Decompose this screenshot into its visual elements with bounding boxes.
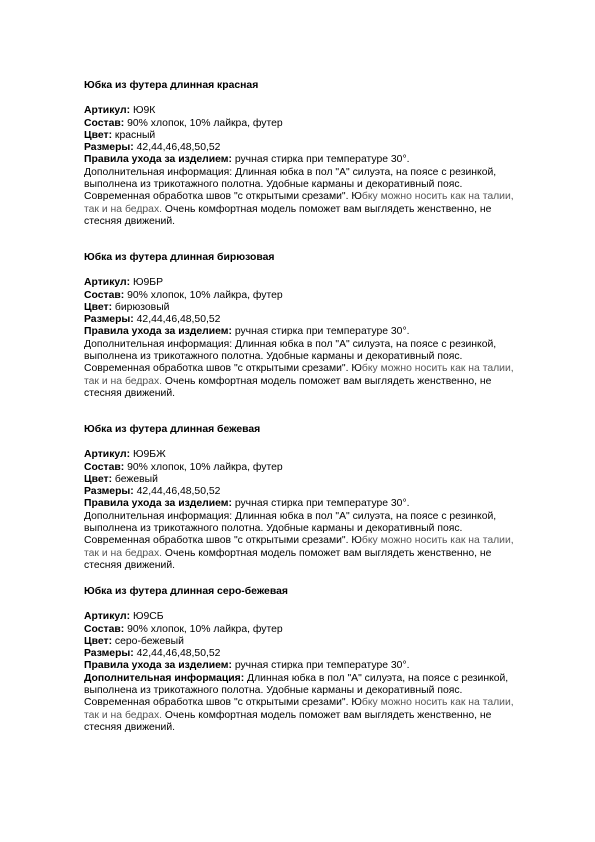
color-label: Цвет: xyxy=(84,635,113,647)
sizes-label: Размеры: xyxy=(84,314,134,326)
sizes-label: Размеры: xyxy=(84,142,134,154)
color-label: Цвет: xyxy=(84,301,113,313)
composition-value: 90% хлопок, 10% лайкра, футер xyxy=(124,461,283,473)
info-line: выполнена из трикотажного полотна. Удобные карманы и декоративный пояс. xyxy=(84,179,463,191)
info-text: Очень комфортная модель поможет вам выглядеть женственно, не xyxy=(162,203,492,215)
composition-label: Состав: xyxy=(84,117,125,129)
article-row xyxy=(84,105,554,117)
info-line: стесняя движений. xyxy=(84,387,176,399)
info-line: выполнена из трикотажного полотна. Удобные карманы и декоративный пояс. xyxy=(84,523,463,535)
article-label: Артикул: xyxy=(84,449,131,461)
info-text: Современная обработка швов "с открытыми срезами". Ю xyxy=(84,191,362,203)
info-text-muted: бку можно носить как на талии, xyxy=(361,363,514,375)
info-text: Современная обработка швов "с открытыми срезами". Ю xyxy=(84,535,362,547)
product-title: Юбка из футера длинная бежевая xyxy=(84,424,261,435)
color-label: Цвет: xyxy=(84,129,113,141)
care-row xyxy=(84,326,554,338)
sizes-value: 42,44,46,48,50,52 xyxy=(133,648,221,660)
sizes-value: 42,44,46,48,50,52 xyxy=(133,142,221,154)
info-line: Длинная юбка в пол "А" силуэта, на поясе с резинкой, xyxy=(232,510,497,522)
product-title: Юбка из футера длинная бирюзовая xyxy=(84,252,275,263)
care-label: Правила ухода за изделием: xyxy=(84,326,232,338)
color-row xyxy=(84,130,554,142)
composition-value: 90% хлопок, 10% лайкра, футер xyxy=(124,623,283,635)
product-title: Юбка из футера длинная красная xyxy=(84,80,259,91)
composition-label: Состав: xyxy=(84,289,125,301)
info-label: Дополнительная информация: xyxy=(84,338,233,350)
info-row xyxy=(84,511,554,523)
composition-label: Состав: xyxy=(84,623,125,635)
care-label: Правила ухода за изделием: xyxy=(84,660,232,672)
color-label: Цвет: xyxy=(84,473,113,485)
color-value: серо-бежевый xyxy=(112,635,184,647)
article-label: Артикул: xyxy=(84,277,131,289)
info-text-muted: так и на бедрах. xyxy=(84,547,163,559)
composition-value: 90% хлопок, 10% лайкра, футер xyxy=(124,117,283,129)
info-line: выполнена из трикотажного полотна. Удобные карманы и декоративный пояс. xyxy=(84,685,463,697)
info-line: стесняя движений. xyxy=(84,215,176,227)
product-section-grey-beige xyxy=(84,586,554,734)
sizes-label: Размеры: xyxy=(84,486,134,498)
composition-label: Состав: xyxy=(84,461,125,473)
care-value: ручная стирка при температуре 30°. xyxy=(231,498,410,510)
color-value: бирюзовый xyxy=(112,301,170,313)
info-text: Очень комфортная модель поможет вам выглядеть женственно, не xyxy=(162,375,492,387)
sizes-row xyxy=(84,648,554,660)
info-row xyxy=(84,167,554,179)
info-label: Дополнительная информация: xyxy=(84,166,233,178)
info-line xyxy=(84,710,554,722)
article-value: Ю9БР xyxy=(130,277,164,289)
info-label: Дополнительная информация: xyxy=(84,672,245,684)
composition-value: 90% хлопок, 10% лайкра, футер xyxy=(124,289,283,301)
info-line xyxy=(84,535,554,547)
care-value: ручная стирка при температуре 30°. xyxy=(231,154,410,166)
info-line xyxy=(84,191,554,203)
info-text: Очень комфортная модель поможет вам выглядеть женственно, не xyxy=(162,709,492,721)
info-line: стесняя движений. xyxy=(84,559,176,571)
composition-row xyxy=(84,624,554,636)
article-value: Ю9СБ xyxy=(130,611,164,623)
info-line xyxy=(84,204,554,216)
sizes-row xyxy=(84,314,554,326)
info-row xyxy=(84,339,554,351)
color-row xyxy=(84,474,554,486)
info-line xyxy=(84,697,554,709)
sizes-row xyxy=(84,142,554,154)
info-text: Современная обработка швов "с открытыми срезами". Ю xyxy=(84,363,362,375)
info-text: Очень комфортная модель поможет вам выглядеть женственно, не xyxy=(162,547,492,559)
product-section-turquoise xyxy=(84,252,554,400)
product-section-red xyxy=(84,80,554,228)
article-row xyxy=(84,611,554,623)
care-label: Правила ухода за изделием: xyxy=(84,498,232,510)
info-text-muted: бку можно носить как на талии, xyxy=(361,191,514,203)
info-line: стесняя движений. xyxy=(84,721,176,733)
product-title: Юбка из футера длинная серо-бежевая xyxy=(84,586,288,597)
color-value: красный xyxy=(112,129,156,141)
color-row xyxy=(84,302,554,314)
sizes-row xyxy=(84,486,554,498)
info-line xyxy=(84,376,554,388)
info-text-muted: так и на бедрах. xyxy=(84,375,163,387)
info-label: Дополнительная информация: xyxy=(84,510,233,522)
info-text-muted: так и на бедрах. xyxy=(84,203,163,215)
info-line: Длинная юбка в пол "А" силуэта, на поясе с резинкой, xyxy=(232,338,497,350)
info-line xyxy=(84,363,554,375)
care-value: ручная стирка при температуре 30°. xyxy=(231,660,410,672)
care-row xyxy=(84,154,554,166)
info-line: выполнена из трикотажного полотна. Удобные карманы и декоративный пояс. xyxy=(84,351,463,363)
care-row xyxy=(84,660,554,672)
product-section-beige xyxy=(84,424,554,572)
care-value: ручная стирка при температуре 30°. xyxy=(231,326,410,338)
info-row xyxy=(84,673,554,685)
composition-row xyxy=(84,118,554,130)
info-line: Длинная юбка в пол "А" силуэта, на поясе с резинкой, xyxy=(232,166,497,178)
article-value: Ю9К xyxy=(130,105,156,117)
color-row xyxy=(84,636,554,648)
composition-row xyxy=(84,462,554,474)
care-label: Правила ухода за изделием: xyxy=(84,154,232,166)
article-row xyxy=(84,277,554,289)
composition-row xyxy=(84,290,554,302)
article-label: Артикул: xyxy=(84,611,131,623)
info-line: Длинная юбка в пол "А" силуэта, на поясе с резинкой, xyxy=(244,672,509,684)
article-row xyxy=(84,449,554,461)
sizes-label: Размеры: xyxy=(84,648,134,660)
info-text-muted: бку можно носить как на талии, xyxy=(361,535,514,547)
care-row xyxy=(84,498,554,510)
article-label: Артикул: xyxy=(84,105,131,117)
info-text: Современная обработка швов "с открытыми срезами". Ю xyxy=(84,697,362,709)
info-text-muted: бку можно носить как на талии, xyxy=(361,697,514,709)
color-value: бежевый xyxy=(112,473,158,485)
sizes-value: 42,44,46,48,50,52 xyxy=(133,486,221,498)
info-text-muted: так и на бедрах. xyxy=(84,709,163,721)
article-value: Ю9БЖ xyxy=(130,449,166,461)
info-line xyxy=(84,548,554,560)
sizes-value: 42,44,46,48,50,52 xyxy=(133,314,221,326)
